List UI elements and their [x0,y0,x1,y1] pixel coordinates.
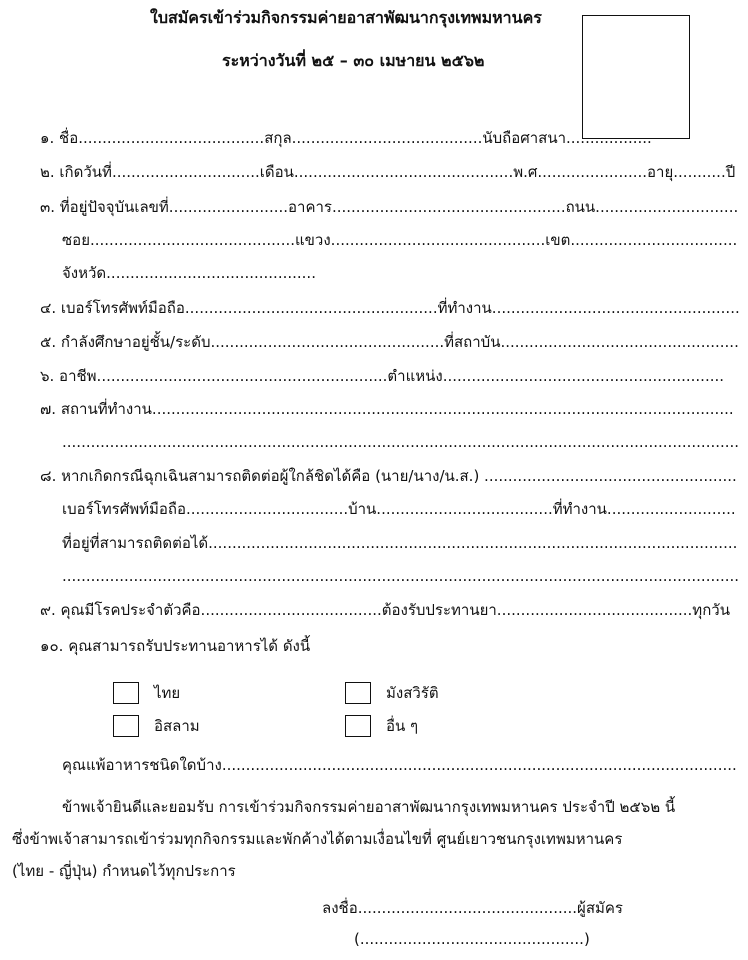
declaration-line-2: ซึ่งข้าพเจ้าสามารถเข้าร่วมทุกกิจกรรมและพักค้างได้ตามเงื่อนไขที่ ศูนย์เยาวชนกรุงเทพมหานคร [12,830,623,848]
field-phone[interactable]: ๔. เบอร์โทรศัพท์มือถือ.....................................................ที่ทำงาน.................................................... [40,299,740,317]
field-birth[interactable]: ๒. เกิดวันที่...............................เดือน..............................................พ.ศ.......................อายุ...........ปี [40,163,736,181]
field-emergency-phone[interactable]: เบอร์โทรศัพท์มือถือ..................................บ้าน.....................................ที่ทำงาน........................... [62,500,736,518]
field-name[interactable]: ๑. ชื่อ.......................................สกุล........................................นับถือศาสนา.................. [40,129,652,147]
field-address[interactable]: ๓. ที่อยู่ปัจจุบันเลขที่.........................อาคาร.................................................ถนน.............................. [40,198,739,216]
field-emergency-address[interactable]: ที่อยู่ที่สามารถติดต่อได้............................................................................................................... [62,534,738,552]
label-islam: อิสลาม [154,717,200,735]
label-vegetarian: มังสวิรัติ [386,684,439,702]
signature-line[interactable]: ลงชื่อ..............................................ผู้สมัคร [322,899,623,917]
label-other: อื่น ๆ [386,717,419,735]
checkbox-thai[interactable] [113,682,139,704]
checkbox-other[interactable] [345,715,371,737]
label-thai: ไทย [154,684,181,702]
form-title: ใบสมัครเข้าร่วมกิจกรรมค่ายอาสาพัฒนากรุงเทพมหานคร [150,8,542,27]
checkbox-vegetarian[interactable] [345,682,371,704]
field-workplace-cont[interactable]: .............................................................................................................................................. [62,433,740,451]
checkbox-islam[interactable] [113,715,139,737]
signature-name-line[interactable]: (...............................................) [354,930,590,948]
field-workplace[interactable]: ๗. สถานที่ทำงาน.......................................................................................................................... [40,400,734,418]
field-emergency-contact[interactable]: ๘. หากเกิดกรณีฉุกเฉินสามารถติดต่อผู้ใกล้ชิดได้คือ (นาย/นาง/น.ส.) ..................................................... [40,467,737,485]
photo-box [582,15,690,139]
field-emergency-address-cont[interactable]: .............................................................................................................................................. [62,567,740,585]
field-food-allergy[interactable]: คุณแพ้อาหารชนิดใดบ้าง............................................................................................................ [62,756,737,774]
field-occupation[interactable]: ๖. อาชีพ.............................................................ตำแหน่ง........................................................... [40,367,725,385]
field-medical[interactable]: ๙. คุณมีโรคประจำตัวคือ......................................ต้องรับประทานยา.........................................ทุกวัน [40,601,730,619]
field-address-district[interactable]: ซอย...........................................แขวง.............................................เขต................................... [62,231,738,249]
form-date-range: ระหว่างวันที่ ๒๕ – ๓๐ เมษายน ๒๕๖๒ [222,51,485,70]
declaration-line-1: ข้าพเจ้ายินดีและยอมรับ การเข้าร่วมกิจกรรมค่ายอาสาพัฒนากรุงเทพมหานคร ประจำปี ๒๕๖๒ นี้ [62,798,676,816]
declaration-line-3: (ไทย - ญี่ปุ่น) กำหนดไว้ทุกประการ [12,862,236,880]
field-education[interactable]: ๕. กำลังศึกษาอยู่ชั้น/ระดับ.................................................ที่สถาบัน.................................................. [40,333,739,351]
food-question: ๑๐. คุณสามารถรับประทานอาหารได้ ดังนี้ [40,637,311,655]
field-address-province[interactable]: จังหวัด............................................ [62,264,316,282]
